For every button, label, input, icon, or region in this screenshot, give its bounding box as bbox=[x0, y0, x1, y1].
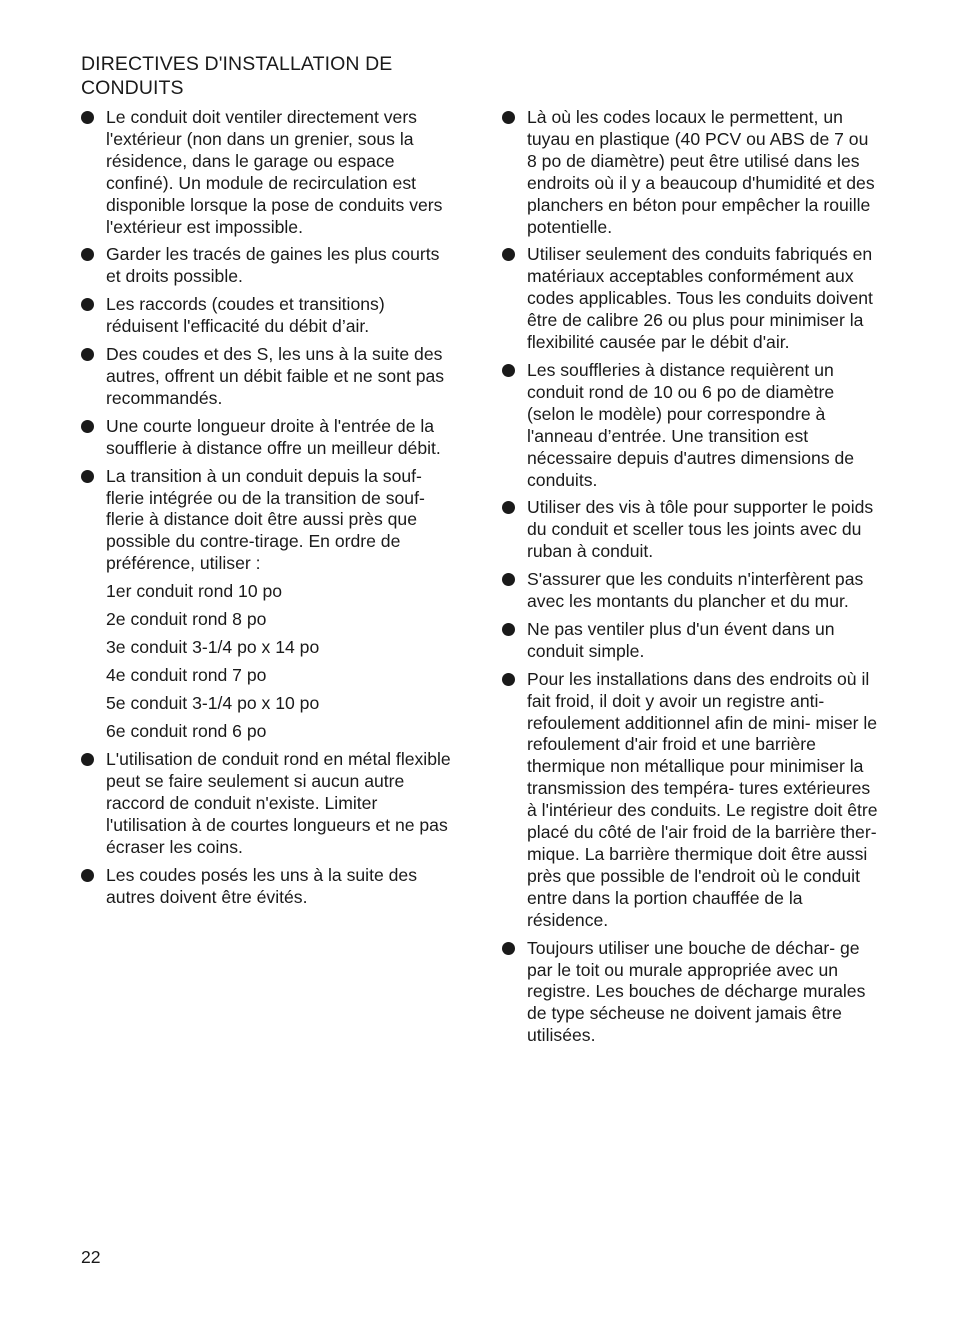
list-item-text: Garder les tracés de gaines les plus courts et droits possible. bbox=[106, 244, 440, 287]
bullet-icon bbox=[502, 573, 515, 586]
list-item-text: L'utilisation de conduit rond en métal flexible peut se faire seulement si aucun autre raccord de conduit n'existe. Limiter l'utilisation à de courtes longueurs et ne pas écraser les coins. bbox=[106, 749, 451, 857]
list-item bbox=[502, 938, 880, 1048]
preference-item: 1er conduit rond 10 po bbox=[106, 581, 283, 602]
list-item bbox=[81, 416, 456, 460]
list-item-text: Le conduit doit ventiler directement vers l'extérieur (non dans un grenier, sous la résidence, dans le garage ou espace confiné). Un module de recirculation est disponible lorsque la pose de conduits vers l'extérieur est impossible. bbox=[106, 107, 443, 237]
list-item-text: Là où les codes locaux le permettent, un tuyau en plastique (40 PCV ou ABS de 7 ou 8 po de diamètre) peut être utilisé dans les endroits où il y a beaucoup d'humidité et des planchers en béton pour empêcher la rouille potentielle. bbox=[527, 107, 875, 237]
bullet-icon bbox=[502, 673, 515, 686]
list-item bbox=[81, 244, 456, 288]
bullet-icon bbox=[502, 942, 515, 955]
bullet-icon bbox=[502, 364, 515, 377]
preference-item: 4e conduit rond 7 po bbox=[106, 665, 267, 686]
list-item bbox=[502, 669, 880, 932]
preference-item: 5e conduit 3-1/4 po x 10 po bbox=[106, 693, 320, 714]
list-item bbox=[502, 360, 880, 491]
bullet-icon bbox=[81, 298, 94, 311]
bullet-icon bbox=[81, 348, 94, 361]
list-item-text: Utiliser des vis à tôle pour supporter le poids du conduit et sceller tous les joints avec du ruban à conduit. bbox=[527, 497, 874, 562]
bullet-icon bbox=[81, 869, 94, 882]
list-item bbox=[81, 466, 456, 576]
list-item-text: Toujours utiliser une bouche de déchar- ge par le toit ou murale appropriée avec un registre. Les bouches de décharge murales de type sécheuse ne doivent jamais être utilisées. bbox=[527, 937, 866, 1046]
list-item bbox=[81, 865, 456, 909]
list-item bbox=[502, 569, 880, 613]
list-item bbox=[81, 294, 456, 338]
page-title: DIRECTIVES D'INSTALLATION DE CONDUITS bbox=[81, 53, 393, 99]
right-column bbox=[502, 107, 880, 1053]
page-number: 22 bbox=[81, 1247, 101, 1267]
list-item-text: Une courte longueur droite à l'entrée de la soufflerie à distance offre un meilleur débit. bbox=[106, 415, 441, 458]
list-item-text: Pour les installations dans des endroits où il fait froid, il doit y avoir un registre anti-refoulement additionnel afin de mini- miser le refoulement d'air froid et une barrière thermique non métallique pour minimiser la transmission des tempéra- tures extérieures à l'intérieur des conduits. Le registre doit être placé du côté de l'air froid de la barrière ther- mique. La barrière thermique doit être aussi près que possible de l'endroit où le conduit entre dans la portion chauffée de la résidence. bbox=[527, 668, 878, 930]
list-item-text: Ne pas ventiler plus d'un évent dans un conduit simple. bbox=[527, 618, 835, 661]
list-item bbox=[81, 749, 456, 859]
preference-item: 6e conduit rond 6 po bbox=[106, 721, 267, 742]
bullet-icon bbox=[81, 248, 94, 261]
bullet-icon bbox=[81, 470, 94, 483]
bullet-icon bbox=[81, 111, 94, 124]
preference-item: 3e conduit 3-1/4 po x 14 po bbox=[106, 637, 320, 658]
list-item-text: Des coudes et des S, les uns à la suite des autres, offrent un débit faible et ne sont pas recommandés. bbox=[106, 344, 445, 408]
bullet-icon bbox=[502, 623, 515, 636]
list-item bbox=[502, 244, 880, 354]
list-item-text: S'assurer que les conduits n'interfèrent pas avec les montants du plancher et du mur. bbox=[527, 569, 864, 612]
list-item-text: Les raccords (coudes et transitions) réduisent l'efficacité du débit d’air. bbox=[106, 294, 385, 337]
list-item-text: Les coudes posés les uns à la suite des autres doivent être évités. bbox=[106, 864, 418, 907]
bullet-icon bbox=[81, 753, 94, 766]
list-item-text: La transition à un conduit depuis la souf- flerie intégrée ou de la transition de souf- flerie à distance doit être aussi près que possible du contre-tirage. En ordre de préférence, utiliser : bbox=[106, 465, 425, 574]
preference-item: 2e conduit rond 8 po bbox=[106, 609, 267, 630]
list-item bbox=[502, 107, 880, 238]
bullet-icon bbox=[81, 420, 94, 433]
list-item-text: Les souffleries à distance requièrent un conduit rond de 10 ou 6 po de diamètre (selon le modèle) pour correspondre à l'anneau d’entrée. Une transition est nécessaire depuis d'autres dimensions de conduits. bbox=[527, 359, 855, 490]
bullet-icon bbox=[502, 111, 515, 124]
list-item bbox=[502, 497, 880, 563]
list-item bbox=[502, 619, 880, 663]
list-item bbox=[81, 344, 456, 410]
bullet-icon bbox=[502, 501, 515, 514]
list-item bbox=[81, 107, 456, 238]
left-column bbox=[81, 107, 456, 914]
list-item-text: Utiliser seulement des conduits fabriqués en matériaux acceptables conformément aux codes applicables. Tous les conduits doivent être de calibre 26 ou plus pour minimiser la flexibilité causée par le débit d'air. bbox=[527, 244, 873, 353]
bullet-icon bbox=[502, 248, 515, 261]
